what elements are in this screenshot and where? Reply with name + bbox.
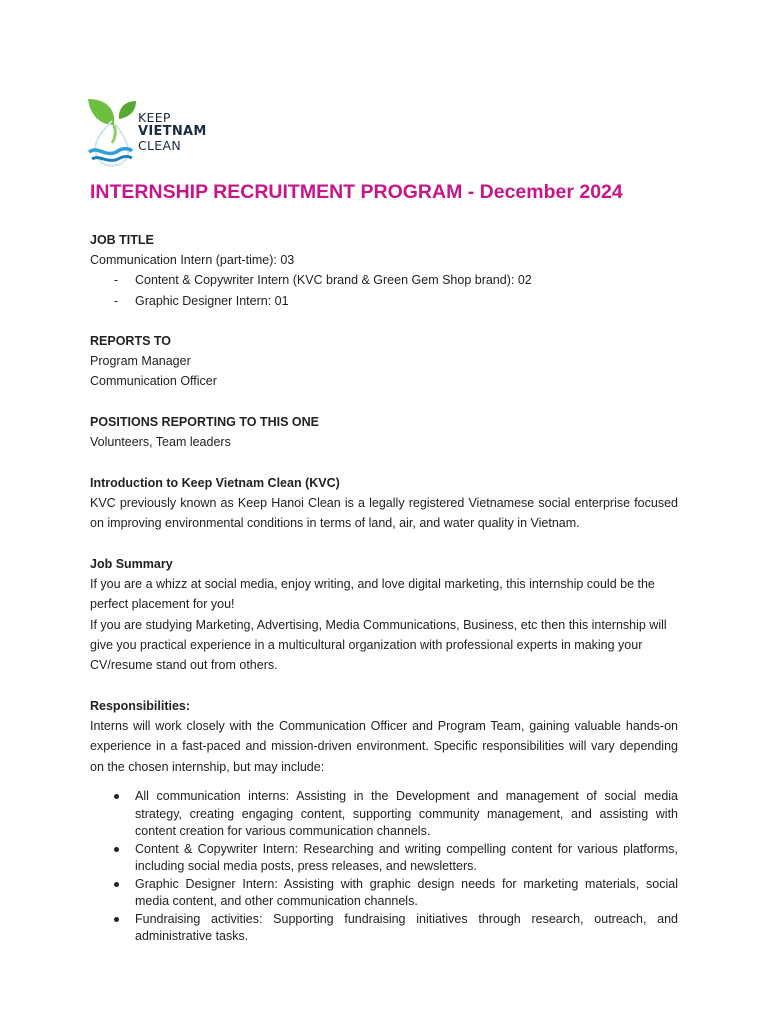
bullet-icon	[114, 917, 119, 922]
list-item: Content & Copywriter Intern: Researching and writing compelling content for various platforms, including social media posts, press releases, and newsletters.	[90, 841, 678, 876]
summary-section	[90, 554, 678, 675]
logo-wordmark	[138, 111, 207, 153]
list-item: - Content & Copywriter Intern (KVC brand & Green Gem Shop brand): 02	[114, 273, 532, 288]
positions-line: Volunteers, Team leaders	[90, 435, 231, 449]
job-title-line: Communication Intern (part-time): 03	[90, 253, 295, 267]
reports-to-section	[90, 331, 678, 392]
responsibilities-list-section	[90, 788, 678, 946]
list-item: Graphic Designer Intern: Assisting with graphic design needs for marketing materials, social media content, and other communication channels.	[90, 876, 678, 911]
summary-paragraph: If you are a whizz at social media, enjoy writing, and love digital marketing, this internship could be the perfect placement for you!	[90, 577, 655, 612]
job-title-section	[90, 230, 678, 311]
reports-to-heading: REPORTS TO	[90, 334, 172, 348]
positions-heading: POSITIONS REPORTING TO THIS ONE	[90, 415, 319, 429]
reports-to-line: Program Manager	[90, 354, 191, 368]
job-title-list	[90, 270, 678, 311]
bullet-icon	[114, 794, 119, 799]
summary-heading: Job Summary	[90, 557, 173, 571]
list-item: - Graphic Designer Intern: 01	[114, 293, 289, 308]
logo-word-clean: CLEAN	[138, 138, 181, 153]
positions-section	[90, 412, 678, 452]
bullet-icon	[114, 882, 119, 887]
responsibilities-heading: Responsibilities:	[90, 699, 191, 713]
responsibilities-intro: Interns will work closely with the Communication Officer and Program Team, gaining valuable hands-on experience in a fast-paced and mission-driven environment. Specific responsibilities will vary depending on the chosen internship, but may include:	[90, 719, 678, 774]
intro-heading: Introduction to Keep Vietnam Clean (KVC)	[90, 476, 340, 490]
kvc-logo	[86, 97, 226, 169]
bullet-icon	[114, 847, 119, 852]
reports-to-line: Communication Officer	[90, 374, 217, 389]
logo-word-vietnam: VIETNAM	[138, 124, 207, 139]
responsibilities-list	[90, 788, 678, 946]
intro-section	[90, 473, 678, 534]
job-title-heading: JOB TITLE	[90, 233, 154, 247]
summary-paragraph: If you are studying Marketing, Advertising, Media Communications, Business, etc then this internship will give you practical experience in a multicultural organization with professional experts in making your CV/resume stand out from others.	[90, 617, 667, 673]
intro-text: KVC previously known as Keep Hanoi Clean is a legally registered Vietnamese social enterprise focused on improving environmental conditions in terms of land, air, and water quality in Vietnam.	[90, 496, 678, 531]
page-title: INTERNSHIP RECRUITMENT PROGRAM - December 2024	[90, 181, 623, 203]
responsibilities-section	[90, 696, 678, 777]
list-item: Fundraising activities: Supporting fundraising initiatives through research, outreach, and administrative tasks.	[90, 911, 678, 946]
logo-word-keep: KEEP	[138, 110, 171, 125]
list-item: All communication interns: Assisting in the Development and management of social media strategy, creating engaging content, supporting community management, and assisting with content creation for various communication channels.	[90, 788, 678, 841]
leaf-drop-icon	[86, 97, 138, 169]
